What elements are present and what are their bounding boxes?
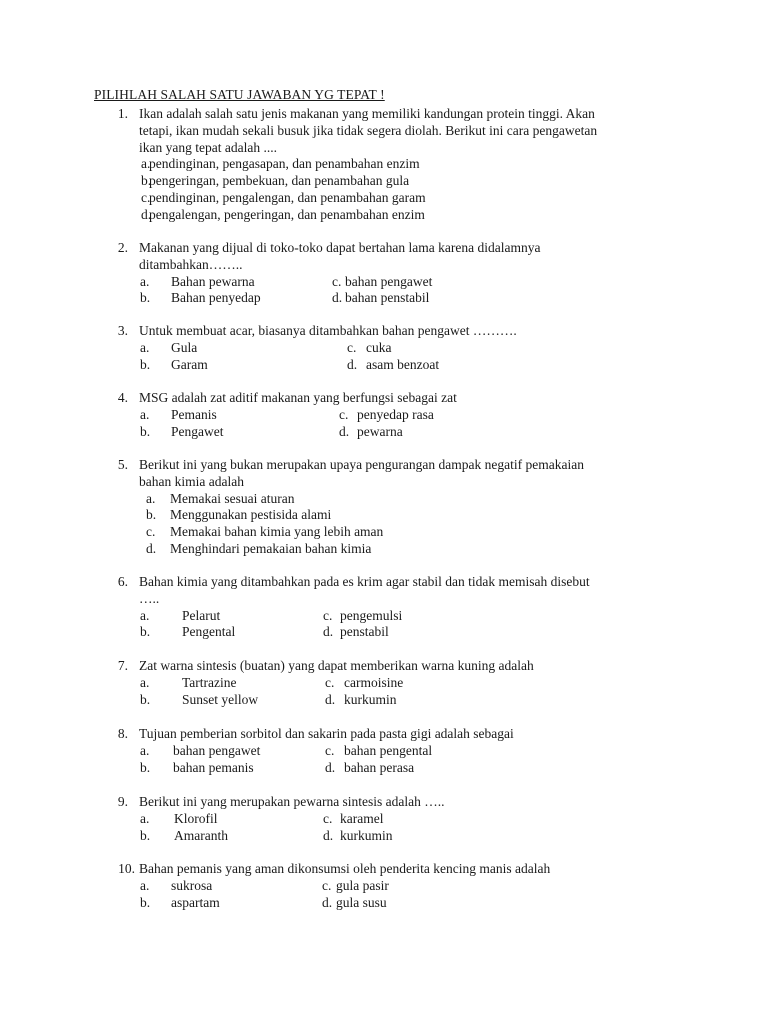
option-letter: d. bbox=[323, 624, 334, 640]
option-letter: c. bbox=[141, 190, 151, 205]
question-text-line: Bahan kimia yang ditambahkan pada es krim agar stabil dan tidak memisah disebut bbox=[139, 574, 590, 589]
question-text-line: Zat warna sintesis (buatan) yang dapat memberikan warna kuning adalah bbox=[139, 658, 534, 673]
option-text: bahan pemanis bbox=[173, 759, 254, 775]
option-text: pengalengan, pengeringan, dan penambahan enzim bbox=[149, 206, 425, 222]
option-letter: c. bbox=[325, 674, 335, 690]
option-text: cuka bbox=[366, 339, 392, 355]
option-text: Pengental bbox=[182, 624, 236, 640]
option-letter: b. bbox=[141, 173, 152, 189]
option-letter: b. bbox=[140, 894, 151, 910]
question-text-line: ditambahkan…….. bbox=[139, 256, 243, 272]
option-text: bahan pengental bbox=[344, 742, 433, 758]
option-text: asam benzoat bbox=[366, 356, 440, 372]
page-title: PILIHLAH SALAH SATU JAWABAN YG TEPAT ! bbox=[94, 87, 385, 102]
option-text: bahan pengawet bbox=[173, 742, 261, 758]
option-letter: b. bbox=[140, 691, 151, 707]
option-text: penstabil bbox=[340, 624, 389, 640]
option-letter: d. bbox=[347, 356, 358, 372]
option-text: Memakai bahan kimia yang lebih aman bbox=[170, 524, 384, 540]
option-text: Klorofil bbox=[174, 810, 218, 826]
option-text: Gula bbox=[171, 339, 198, 355]
option-text: pewarna bbox=[357, 423, 403, 439]
option-text: sukrosa bbox=[171, 877, 213, 893]
question-text bbox=[139, 794, 674, 811]
option-letter: d. bbox=[323, 827, 334, 843]
option-text: pendinginan, pengalengan, dan penambahan garam bbox=[149, 190, 426, 205]
question-text-line: MSG adalah zat aditif makanan yang berfungsi sebagai zat bbox=[139, 390, 457, 405]
option-letter: b. bbox=[140, 759, 151, 775]
option-text: carmoisine bbox=[344, 674, 404, 690]
question-text-line: tetapi, ikan mudah sekali busuk jika tidak segera diolah. Berikut ini cara pengawetan bbox=[139, 122, 598, 138]
option-text: Pengawet bbox=[171, 423, 224, 439]
question-text-line: ikan yang tepat adalah .... bbox=[139, 139, 277, 155]
question-number: 9. bbox=[117, 794, 128, 809]
option-letter: b. bbox=[140, 290, 151, 306]
option-letter: c. bbox=[332, 273, 342, 289]
option-letter: a. bbox=[140, 810, 150, 826]
question-text-line: Ikan adalah salah satu jenis makanan yang memiliki kandungan protein tinggi. Akan bbox=[139, 106, 595, 121]
option-letter: d. bbox=[322, 894, 333, 910]
option-letter: c. bbox=[347, 339, 357, 355]
question-number: 6. bbox=[117, 574, 128, 589]
option-letter: d. bbox=[332, 290, 343, 306]
option-text: kurkumin bbox=[340, 827, 393, 843]
question-number: 5. bbox=[117, 457, 128, 472]
option-letter: d. bbox=[146, 541, 157, 556]
option-letter: a. bbox=[140, 877, 150, 893]
option-text: Garam bbox=[171, 356, 208, 372]
option-text: gula pasir bbox=[336, 877, 389, 893]
question-text bbox=[139, 861, 674, 878]
option-text: Amaranth bbox=[174, 827, 228, 843]
option-text: Sunset yellow bbox=[182, 691, 259, 707]
option-text: bahan penstabil bbox=[345, 290, 430, 306]
option-text: Pemanis bbox=[171, 406, 217, 422]
question-number: 1. bbox=[117, 106, 128, 121]
option-letter: b. bbox=[146, 507, 157, 523]
option-letter: a. bbox=[140, 674, 150, 690]
option-text: bahan perasa bbox=[344, 759, 415, 775]
option-letter: b. bbox=[140, 423, 151, 439]
option-text: Menggunakan pestisida alami bbox=[170, 507, 332, 523]
option-letter: a. bbox=[140, 742, 150, 758]
question-number: 8. bbox=[117, 726, 128, 741]
option-letter: a. bbox=[140, 406, 150, 422]
option-text: Menghindari pemakaian bahan kimia bbox=[170, 541, 372, 556]
option-letter: c. bbox=[323, 810, 333, 826]
option-letter: b. bbox=[140, 624, 151, 640]
question-text bbox=[139, 106, 674, 156]
question-number: 7. bbox=[117, 658, 128, 673]
question-text-line: Berikut ini yang merupakan pewarna sintesis adalah ….. bbox=[139, 794, 445, 809]
option-letter: d. bbox=[325, 759, 336, 775]
option-text: bahan pengawet bbox=[345, 273, 433, 289]
option-text: aspartam bbox=[171, 894, 220, 910]
question-text-line: bahan kimia adalah bbox=[139, 473, 244, 489]
question-number: 3. bbox=[117, 323, 128, 338]
option-letter: c. bbox=[322, 877, 332, 893]
option-letter: b. bbox=[140, 827, 151, 843]
question-text bbox=[139, 726, 674, 743]
option-text: Memakai sesuai aturan bbox=[170, 490, 295, 506]
option-letter: c. bbox=[146, 524, 156, 540]
question-text bbox=[139, 574, 674, 608]
option-text: kurkumin bbox=[344, 691, 397, 707]
question-number: 2. bbox=[117, 240, 128, 255]
option-text: karamel bbox=[340, 810, 384, 826]
question-text-line: Tujuan pemberian sorbitol dan sakarin pada pasta gigi adalah sebagai bbox=[139, 726, 514, 741]
question-text bbox=[139, 658, 674, 675]
question-text bbox=[139, 240, 674, 274]
option-letter: c. bbox=[339, 406, 349, 422]
option-text: Tartrazine bbox=[182, 674, 237, 690]
question-text bbox=[139, 457, 674, 491]
question-text bbox=[139, 390, 674, 407]
option-letter: b. bbox=[140, 356, 151, 372]
option-text: pengeringan, pembekuan, dan penambahan gula bbox=[149, 173, 410, 189]
option-text: pengemulsi bbox=[340, 607, 403, 623]
question-text-line: Bahan pemanis yang aman dikonsumsi oleh penderita kencing manis adalah bbox=[139, 861, 551, 876]
question-number: 10. bbox=[118, 861, 135, 876]
option-letter: d. bbox=[141, 206, 152, 222]
option-letter: a. bbox=[140, 607, 150, 623]
option-letter: a. bbox=[140, 339, 150, 355]
option-letter: d. bbox=[325, 691, 336, 707]
option-text: gula susu bbox=[336, 894, 387, 910]
question-text-line: Untuk membuat acar, biasanya ditambahkan bahan pengawet ………. bbox=[139, 323, 517, 338]
question-text bbox=[139, 323, 674, 340]
option-text: Pelarut bbox=[182, 607, 221, 623]
question-text-line: Berikut ini yang bukan merupakan upaya pengurangan dampak negatif pemakaian bbox=[139, 457, 584, 472]
option-text: Bahan penyedap bbox=[171, 290, 261, 306]
option-letter: a. bbox=[141, 156, 151, 172]
option-text: Bahan pewarna bbox=[171, 273, 255, 289]
question-number: 4. bbox=[117, 390, 128, 405]
option-text: pendinginan, pengasapan, dan penambahan enzim bbox=[149, 156, 420, 172]
option-letter: d. bbox=[339, 423, 350, 439]
question-text-line: ….. bbox=[139, 590, 160, 606]
option-text: penyedap rasa bbox=[357, 406, 434, 422]
option-letter: c. bbox=[323, 607, 333, 623]
option-letter: a. bbox=[146, 490, 156, 506]
option-letter: a. bbox=[140, 273, 150, 289]
option-letter: c. bbox=[325, 742, 335, 758]
question-text-line: Makanan yang dijual di toko-toko dapat bertahan lama karena didalamnya bbox=[139, 240, 541, 255]
